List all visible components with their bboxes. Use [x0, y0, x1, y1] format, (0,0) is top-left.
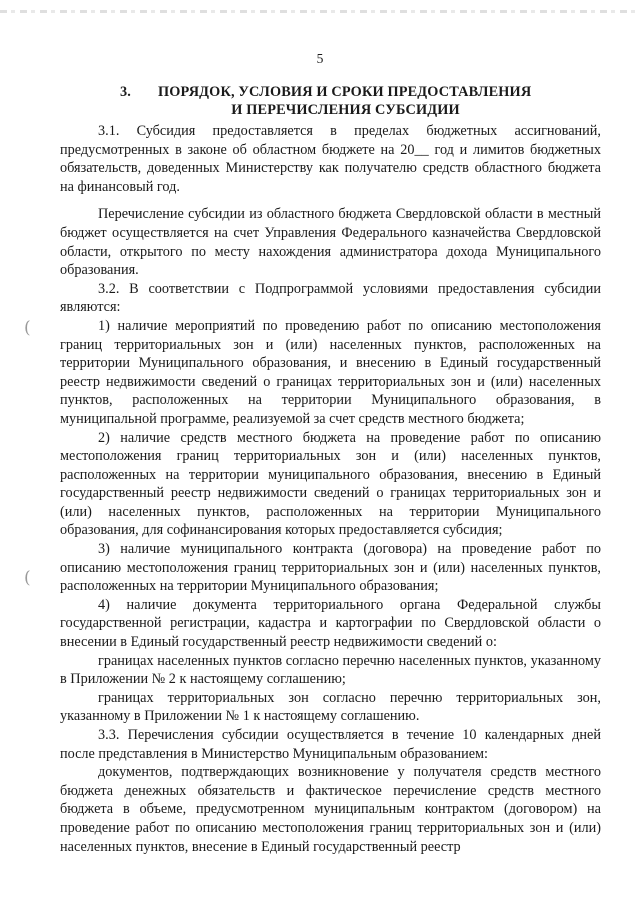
paragraph-3-3: 3.3. Перечисления субсидии осуществляется в течение 10 календарных дней после представления в Министерство Муниципальным образованием:	[60, 727, 601, 762]
section-heading-line1	[60, 83, 605, 101]
section-heading	[60, 83, 605, 119]
margin-mark-2: (	[24, 568, 31, 588]
paragraph-transfer: Перечисление субсидии из областного бюджета Свердловской области в местный бюджет осуществляется на счет Управления Федерального казначейства Свердловской области, открытого по месту нахождения администратора дохода Муниципального образования.	[60, 206, 601, 279]
section-title-line2: И ПЕРЕЧИСЛЕНИЯ СУБСИДИИ	[231, 102, 460, 118]
condition-2: 2) наличие средств местного бюджета на проведение работ по описанию местоположения границ территориальных зон и (или) населенных пунктов, расположенных на территории муниципального образования, внесению в Единый государственный реестр недвижимости сведений о границах территориальных зон и (или) населенных пунктов, расположенных на территории Муниципального образования, для софинансирования которых предоставляется субсидия;	[60, 429, 601, 539]
margin-mark-1: (	[24, 318, 31, 338]
condition-4: 4) наличие документа территориального органа Федеральной службы государственной регистрации, кадастра и картографии по Свердловской области о внесении в Единый государственный реестр недвижимости сведений о:	[60, 596, 601, 651]
section-title-line1: ПОРЯДОК, УСЛОВИЯ И СРОКИ ПРЕДОСТАВЛЕНИЯ	[158, 84, 532, 100]
section-number: 3.	[120, 84, 132, 100]
condition-4-settlements: границах населенных пунктов согласно перечню населенных пунктов, указанному в Приложении № 2 к настоящему соглашению;	[60, 652, 601, 688]
document-body	[60, 122, 601, 856]
paragraph-documents: документов, подтверждающих возникновение у получателя средств местного бюджета денежных обязательств и фактическое перечисление средств местного бюджета в объеме, предусмотренном муниципальным контрактом (договором) на проведение работ по описанию местоположения границ территориальных зон и (или) населенных пунктов, внесение в Единый государственный реестр	[60, 764, 601, 855]
paragraph-3-2: 3.2. В соответствии с Подпрограммой условиями предоставления субсидии являются:	[60, 280, 601, 316]
condition-1: 1) наличие мероприятий по проведению работ по описанию местоположения границ территориальных зон и (или) населенных пунктов, расположенных на территории Муниципального образования, и внесению в Единый государственный реестр недвижимости сведений о границах территориальных зон и (или) населенных пунктов, расположенных на территории Муниципального образования, в муниципальной программе, реализуемой за счет средств местного бюджета;	[60, 317, 601, 427]
scan-edge-artifact	[0, 10, 640, 13]
page-number: 5	[316, 51, 324, 66]
condition-3: 3) наличие муниципального контракта (договора) на проведение работ по описанию местоположения границ территориальных зон и (или) населенных пунктов, расположенных на территории Муниципального образования;	[60, 541, 601, 595]
paragraph-3-1: 3.1. Субсидия предоставляется в пределах бюджетных ассигнований, предусмотренных в законе об областном бюджете на 20__ год и лимитов бюджетных обязательств, доведенных Министерству как получателю средств областного бюджета на финансовый год.	[60, 123, 601, 195]
condition-4-zones: границах территориальных зон согласно перечню территориальных зон, указанному в Приложении № 1 к настоящему соглашению.	[60, 689, 601, 725]
